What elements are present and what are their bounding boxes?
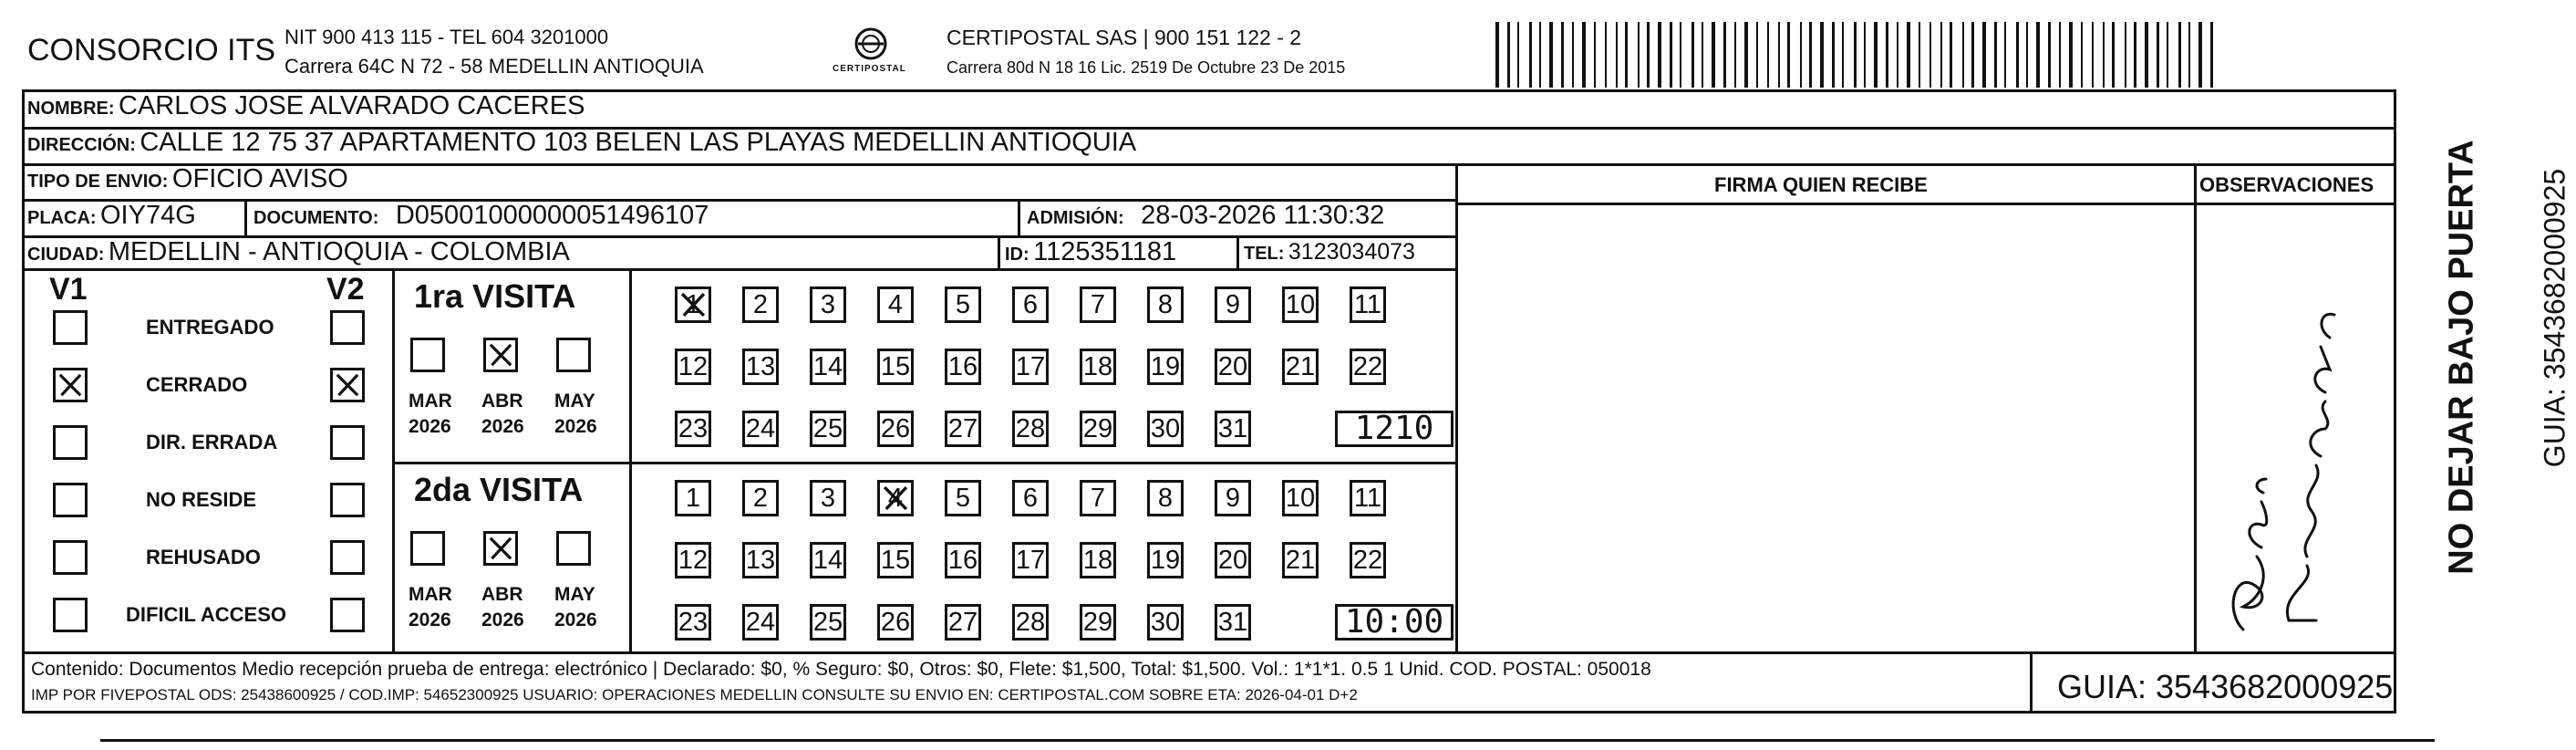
nombre-label: NOMBRE: (27, 99, 115, 119)
visit-2-day-box[interactable] (945, 480, 981, 516)
visit-2-day-number: 22 (1352, 546, 1383, 575)
visit-1-day-box[interactable] (1080, 411, 1116, 447)
visit-1-month-label: MAY (554, 391, 595, 411)
visit-1-title: 1ra VISITA (414, 277, 576, 315)
visit-1-day-number: 25 (812, 414, 843, 443)
visit-1-day-box[interactable] (1215, 411, 1251, 447)
visit-2-day-number: 9 (1225, 484, 1241, 513)
visit-1-day-box[interactable] (1282, 286, 1319, 323)
visit-1-year-label: 2026 (481, 416, 524, 437)
visit-1-day-number: 29 (1082, 414, 1113, 443)
documento-value: D05001000000051496107 (395, 201, 709, 230)
visit-1-day-box[interactable] (1012, 349, 1049, 385)
visit-1-day-box[interactable] (675, 286, 711, 323)
status-dir-errada-label: DIR. ERRADA (146, 431, 278, 453)
visit-2-day-box[interactable] (1215, 604, 1251, 641)
barcode (1495, 22, 2220, 88)
visit-2-day-number: 14 (812, 546, 843, 575)
ciudad-value: MEDELLIN - ANTIOQUIA - COLOMBIA (108, 237, 570, 266)
visit-1-day-box[interactable] (1350, 349, 1386, 385)
visit-1-day-box[interactable] (1282, 349, 1319, 385)
v1-label: V1 (49, 272, 88, 307)
visit-1-day-box[interactable] (1080, 286, 1116, 323)
visit-2-day-box[interactable] (810, 480, 846, 516)
visit-2-title: 2da VISITA (414, 471, 584, 508)
visit-1-month-label: ABR (481, 391, 523, 411)
visit-1-day-number: 20 (1217, 352, 1248, 381)
visit-2-day-box[interactable] (1147, 604, 1184, 641)
visit-1-day-box[interactable] (877, 349, 914, 385)
visit-1-day-number: 10 (1285, 290, 1316, 319)
status-entregado-label: ENTREGADO (146, 316, 274, 339)
admision-value: 28-03-2026 11:30:32 (1141, 201, 1385, 230)
status-dir-errada-v2-checkbox[interactable] (330, 425, 365, 460)
logo-caption: CERTIPOSTAL (833, 64, 906, 74)
visit-2-day-number: 19 (1150, 546, 1181, 575)
visit-1-day-number: 17 (1015, 352, 1046, 381)
visit-2-day-number: 11 (1353, 484, 1382, 513)
visit-2-day-box[interactable] (1350, 480, 1386, 516)
carrier-name: CERTIPOSTAL SAS | 900 151 122 - 2 (947, 26, 1302, 49)
status-entregado-v1-checkbox[interactable] (53, 310, 88, 345)
visit-2-month-label: MAR (409, 584, 452, 605)
visit-1-month-mar-checkbox[interactable] (410, 338, 445, 372)
visit-1-day-box[interactable] (742, 411, 779, 447)
tipo-row (27, 164, 348, 194)
tipo-value: OFICIO AVISO (171, 164, 348, 193)
status-no-reside-label: NO RESIDE (146, 488, 257, 511)
id-label: ID: (1005, 245, 1029, 265)
visit-1-day-box[interactable] (742, 286, 779, 323)
certipostal-logo (825, 22, 916, 86)
visit-1-day-number: 15 (880, 352, 911, 381)
visit-2-day-number: 30 (1150, 608, 1181, 637)
visit-2-day-number: 21 (1285, 546, 1316, 575)
visit-2-day-number: 18 (1082, 546, 1113, 575)
placa-label: PLACA: (27, 208, 97, 228)
status-cerrado-v2-checkbox[interactable] (330, 368, 365, 402)
status-no-reside-v2-checkbox[interactable] (330, 483, 365, 517)
tel-row (1244, 239, 1415, 266)
status-rehusado-v2-checkbox[interactable] (330, 540, 365, 575)
status-cerrado-v1-checkbox[interactable] (53, 368, 88, 402)
visit-2-month-abr-checkbox[interactable] (483, 531, 518, 566)
visit-2-day-box[interactable] (877, 604, 914, 641)
visit-2-day-box[interactable] (810, 604, 846, 641)
visit-2-month-label: ABR (481, 584, 523, 605)
visit-1-day-number: 22 (1352, 352, 1383, 381)
visit-1-day-box[interactable] (742, 349, 779, 385)
admision-label: ADMISIÓN: (1027, 208, 1124, 228)
visit-2-day-box[interactable] (1012, 480, 1049, 516)
visit-1-day-box[interactable] (1147, 411, 1184, 447)
visit-1-day-number: 2 (752, 290, 769, 319)
direccion-row (27, 128, 1136, 158)
visit-2-day-box[interactable] (675, 604, 711, 641)
side-text (2407, 91, 2571, 639)
visit-2-day-number: 24 (745, 608, 776, 637)
visit-1-day-number: 27 (947, 414, 978, 443)
documento-row (253, 201, 709, 231)
visit-1-day-number: 26 (880, 414, 911, 443)
footer-imp: IMP POR FIVEPOSTAL ODS: 25438600925 / COD.IMP: 54652300925 USUARIO: OPERACIONES MEDELLIN CONSULTE SU ENVIO EN: CERTIPOSTAL.COM SOBRE ETA: 2026-04-01 D+2 (31, 686, 1358, 703)
visit-1-day-box[interactable] (945, 286, 981, 323)
visit-2-day-box[interactable] (675, 480, 711, 516)
firma-label: FIRMA QUIEN RECIBE (1714, 173, 1928, 196)
status-dir-errada-v1-checkbox[interactable] (53, 425, 88, 460)
visit-2-day-box[interactable] (1350, 542, 1386, 578)
visit-2-day-box[interactable] (877, 542, 914, 578)
visit-1-day-box[interactable] (945, 411, 981, 447)
visit-1-day-box[interactable] (1147, 286, 1184, 323)
visit-2-day-number: 17 (1015, 546, 1046, 575)
status-rehusado-label: REHUSADO (146, 546, 261, 568)
visit-1-day-number: 28 (1015, 414, 1046, 443)
visit-2-day-box[interactable] (945, 604, 981, 641)
visit-2-day-box[interactable] (742, 604, 779, 641)
visit-2-day-number: 3 (820, 484, 836, 513)
nombre-row (27, 91, 585, 121)
visit-2-day-number: 27 (947, 608, 978, 637)
status-rehusado-v1-checkbox[interactable] (53, 540, 88, 575)
visit-2-day-box[interactable] (1012, 542, 1049, 578)
company-address: Carrera 64C N 72 - 58 MEDELLIN ANTIOQUIA (284, 55, 704, 78)
trim-line (100, 739, 2435, 742)
visit-2-day-number: 12 (678, 546, 709, 575)
visit-1-day-box[interactable] (1147, 349, 1184, 385)
visit-2-day-number: 25 (812, 608, 843, 637)
status-dificil-acceso-label: DIFICIL ACCESO (126, 603, 287, 626)
visit-2-day-number: 10 (1285, 484, 1316, 513)
visit-1-day-box[interactable] (1012, 411, 1049, 447)
id-row (1005, 237, 1176, 267)
placa-value: OIY74G (100, 201, 196, 230)
visit-1-day-box[interactable] (810, 349, 846, 385)
direccion-value: CALLE 12 75 37 APARTAMENTO 103 BELEN LAS PLAYAS MEDELLIN ANTIOQUIA (140, 128, 1137, 157)
visit-2-year-label: 2026 (481, 609, 524, 630)
visit-1-day-box[interactable] (945, 349, 981, 385)
visit-1-day-box[interactable] (1080, 349, 1116, 385)
admision-row (1027, 201, 1384, 231)
visit-2-day-number: 16 (947, 546, 978, 575)
visit-2-day-box[interactable] (1080, 542, 1116, 578)
visit-1-day-number: 16 (947, 352, 978, 381)
visit-1-year-label: 2026 (554, 416, 597, 437)
company-name: CONSORCIO ITS (27, 33, 276, 68)
visit-2-month-mar-checkbox[interactable] (410, 531, 445, 566)
visit-2-day-number: 15 (880, 546, 911, 575)
visit-1-time[interactable]: 1210 (1335, 411, 1454, 447)
visit-1-day-box[interactable] (877, 411, 914, 447)
v2-label: V2 (326, 272, 365, 307)
visit-1-day-box[interactable] (1350, 286, 1386, 323)
visit-1-day-number: 21 (1285, 352, 1316, 381)
footer-contenido: Contenido: Documentos Medio recepción prueba de entrega: electrónico | Declarado: $0, % Seguro: $0, Otros: $0, Flete: $1,500, Total: $1,500. Vol.: 1*1*1. 0.5 1 Unid. COD. POSTAL: 050018 (31, 659, 1651, 680)
visit-1-day-number: 5 (955, 290, 971, 319)
visit-2-day-box[interactable] (810, 542, 846, 578)
visit-1-year-label: 2026 (409, 416, 451, 437)
visit-2-year-label: 2026 (409, 609, 451, 630)
side-line1: NO DEJAR BAJO PUERTA (2442, 140, 2481, 575)
visit-1-day-box[interactable] (675, 349, 711, 385)
status-entregado-v2-checkbox[interactable] (330, 310, 365, 345)
visit-2-day-box[interactable] (1147, 480, 1184, 516)
visit-2-day-number: 26 (880, 608, 911, 637)
footer-guia: GUIA: 3543682000925 (2057, 668, 2394, 705)
nombre-value: CARLOS JOSE ALVARADO CACERES (119, 91, 585, 120)
visit-2-day-number: 6 (1022, 484, 1039, 513)
carrier-address: Carrera 80d N 18 16 Lic. 2519 De Octubre 23 De 2015 (947, 58, 1346, 77)
visit-2-day-box[interactable] (1080, 480, 1116, 516)
visit-2-day-number: 4 (887, 484, 904, 513)
visit-1-day-number: 4 (887, 290, 904, 319)
visit-1-day-number: 14 (812, 352, 843, 381)
visit-1-day-number: 12 (678, 352, 709, 381)
visit-2-day-box[interactable] (675, 542, 711, 578)
visit-1-day-number: 24 (745, 414, 776, 443)
visit-2-time[interactable]: 10:00 (1335, 604, 1454, 641)
visit-1-day-number: 6 (1022, 290, 1039, 319)
company-nit: NIT 900 413 115 - TEL 604 3201000 (284, 26, 609, 48)
visit-2-day-number: 20 (1217, 546, 1248, 575)
visit-1-day-box[interactable] (1215, 349, 1251, 385)
visit-2-day-number: 5 (955, 484, 971, 513)
visit-1-day-number: 18 (1082, 352, 1113, 381)
visit-1-day-box[interactable] (810, 286, 846, 323)
documento-label: DOCUMENTO: (253, 208, 379, 228)
visit-1-day-number: 13 (745, 352, 776, 381)
tipo-label: TIPO DE ENVIO: (27, 172, 169, 192)
visit-2-day-box[interactable] (1215, 480, 1251, 516)
tel-value: 3123034073 (1288, 239, 1415, 265)
visit-2-day-number: 23 (678, 608, 709, 637)
ciudad-label: CIUDAD: (27, 245, 105, 265)
visit-1-day-number: 9 (1225, 290, 1241, 319)
visit-1-day-number: 23 (678, 414, 709, 443)
visit-1-day-number: 7 (1090, 290, 1106, 319)
visit-2-day-number: 1 (685, 484, 701, 513)
visit-2-month-may-checkbox[interactable] (556, 531, 591, 566)
visit-1-day-box[interactable] (810, 411, 846, 447)
visit-1-day-box[interactable] (1012, 286, 1049, 323)
handwritten-observation (2207, 246, 2380, 639)
direccion-label: DIRECCIÓN: (27, 135, 136, 155)
visit-2-day-box[interactable] (877, 480, 914, 516)
visit-2-day-box[interactable] (1282, 480, 1319, 516)
visit-1-day-box[interactable] (1215, 286, 1251, 323)
visit-2-day-box[interactable] (1080, 604, 1116, 641)
visit-2-day-number: 28 (1015, 608, 1046, 637)
visit-1-day-number: 1 (685, 290, 701, 319)
visit-2-year-label: 2026 (554, 609, 597, 630)
visit-2-day-box[interactable] (945, 542, 981, 578)
visit-2-day-number: 31 (1217, 608, 1248, 637)
status-dificil-acceso-v2-checkbox[interactable] (330, 598, 365, 632)
visit-2-month-label: MAY (554, 584, 595, 605)
visit-1-day-number: 31 (1217, 414, 1248, 443)
observaciones-label: OBSERVACIONES (2199, 173, 2374, 196)
visit-2-day-box[interactable] (1282, 542, 1319, 578)
visit-2-day-number: 7 (1090, 484, 1106, 513)
visit-2-day-number: 8 (1157, 484, 1174, 513)
visit-2-day-number: 29 (1082, 608, 1113, 637)
id-value: 1125351181 (1033, 237, 1177, 266)
visit-2-day-box[interactable] (1147, 542, 1184, 578)
visit-1-day-number: 3 (820, 290, 836, 319)
visit-1-day-number: 30 (1150, 414, 1181, 443)
visit-1-day-number: 11 (1353, 290, 1382, 319)
tel-label: TEL: (1244, 244, 1285, 264)
visit-1-day-number: 19 (1150, 352, 1181, 381)
ciudad-row (27, 237, 570, 267)
visit-1-month-may-checkbox[interactable] (556, 338, 591, 372)
visit-2-day-box[interactable] (742, 542, 779, 578)
status-no-reside-v1-checkbox[interactable] (53, 483, 88, 517)
side-line2: GUIA: 3543682000925 (2538, 168, 2571, 468)
visit-2-day-number: 13 (745, 546, 776, 575)
visit-2-day-box[interactable] (742, 480, 779, 516)
visit-1-month-abr-checkbox[interactable] (483, 338, 518, 372)
visit-1-day-box[interactable] (877, 286, 914, 323)
visit-2-day-box[interactable] (1012, 604, 1049, 641)
visit-1-day-box[interactable] (675, 411, 711, 447)
form-frame (22, 89, 2396, 714)
placa-row (27, 201, 196, 231)
status-cerrado-label: CERRADO (146, 373, 248, 396)
status-dificil-acceso-v1-checkbox[interactable] (53, 598, 88, 632)
visit-1-day-number: 8 (1157, 290, 1174, 319)
visit-2-day-number: 2 (752, 484, 769, 513)
visit-1-month-label: MAR (409, 391, 452, 411)
visit-2-day-box[interactable] (1215, 542, 1251, 578)
